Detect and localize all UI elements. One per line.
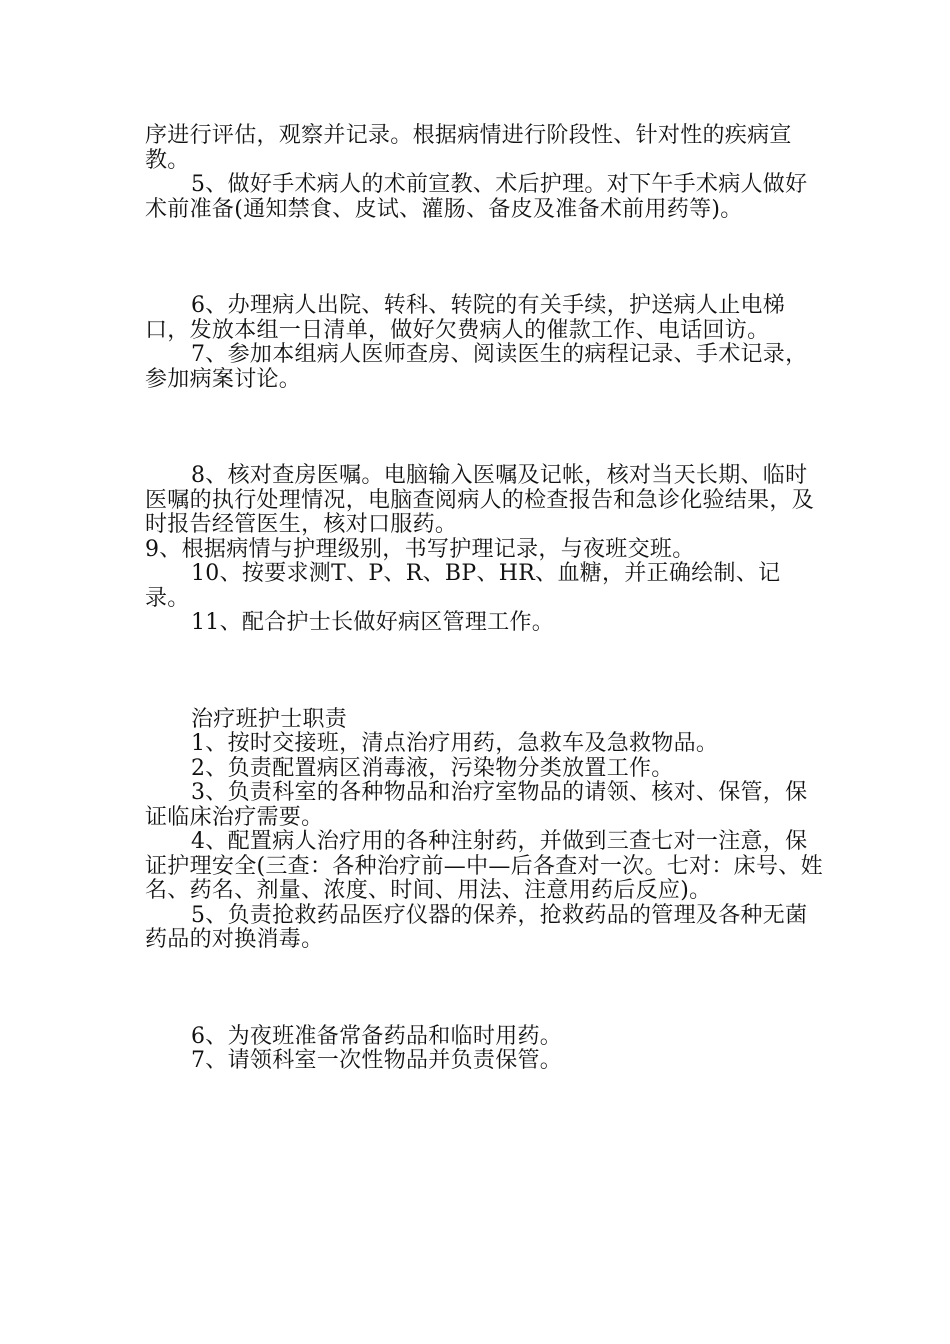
paragraph-item-10-measure: 10、按要求测T、P、R、BP、HR、血糖，并正确绘制、记录。 [145, 561, 781, 611]
paragraph-gap [145, 222, 825, 294]
paragraph-gap [145, 392, 825, 464]
paragraph-duty-3: 3、负责科室的各种物品和治疗室物品的请领、核对、保管，保证临床治疗需要。 [145, 780, 808, 830]
paragraph-gap [145, 953, 825, 1025]
document-body [145, 124, 825, 1074]
section-heading-treatment-nurse: 治疗班护士职责 [191, 706, 348, 732]
paragraph-duty-2: 2、负责配置病区消毒液，污染物分类放置工作。 [191, 755, 674, 781]
paragraph-duty-4: 4、配置病人治疗用的各种注射药，并做到三查七对一注意，保证护理安全(三查：各种治疗前—中—后各查对一次。七对：床号、姓名、药名、剂量、浓度、时间、用法、注意用药后反应)。 [145, 829, 823, 903]
paragraph-gap [145, 636, 825, 708]
paragraph-item-8-orders: 8、核对查房医嘱。电脑输入医嘱及记帐，核对当天长期、临时医嘱的执行处理情况，电脑查阅病人的检查报告和急诊化验结果，及时报告经管医生，核对口服药。 [145, 463, 815, 537]
paragraph-duty-5: 5、负责抢救药品医疗仪器的保养，抢救药品的管理及各种无菌药品的对换消毒。 [145, 902, 808, 952]
paragraph-item-9-records: 9、根据病情与护理级别，书写护理记录，与夜班交班。 [145, 536, 695, 562]
paragraph-assessment: 序进行评估，观察并记录。根据病情进行阶段性、针对性的疾病宣教。 [145, 123, 792, 173]
paragraph-duty-1: 1、按时交接班，清点治疗用药，急救车及急救物品。 [191, 731, 719, 756]
paragraph-duty-7: 7、请领科室一次性物品并负责保管。 [191, 1048, 563, 1073]
paragraph-item-5-surgery: 5、做好手术病人的术前宣教、术后护理。对下午手术病人做好术前准备(通知禁食、皮试、灌肠、备皮及准备术前用药等)。 [145, 172, 808, 222]
paragraph-item-11-management: 11、配合护士长做好病区管理工作。 [191, 610, 555, 635]
paragraph-duty-6: 6、为夜班准备常备药品和临时用药。 [191, 1023, 563, 1049]
paragraph-item-7-rounds: 7、参加本组病人医师查房、阅读医生的病程记录、手术记录，参加病案讨论。 [145, 342, 808, 392]
paragraph-item-6-discharge: 6、办理病人出院、转科、转院的有关手续，护送病人止电梯口，发放本组一日清单，做好欠费病人的催款工作、电话回访。 [145, 293, 786, 343]
